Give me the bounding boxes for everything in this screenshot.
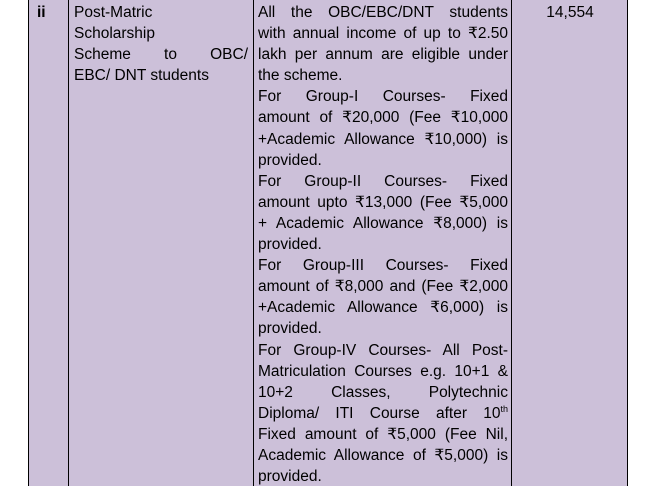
beneficiaries-cell <box>512 0 628 486</box>
serial-number-cell <box>29 0 69 486</box>
description-line: + Academic Allowance ₹8,000) is <box>258 214 508 232</box>
description-line: lakh per annum are eligible under <box>258 46 508 64</box>
description-line: with annual income of up to ₹2.50 <box>258 25 508 43</box>
scheme-name-cell <box>69 0 254 486</box>
serial-number: ii <box>37 4 46 21</box>
scheme-name-line: EBC/ DNT students <box>74 67 209 85</box>
description-line: provided. <box>258 151 322 169</box>
description-line: Academic Allowance of ₹5,000) is <box>258 446 508 464</box>
description-line: For Group-IV Courses- All Post- <box>258 341 508 359</box>
scheme-name-line: Scholarship <box>74 25 155 43</box>
description-line: provided. <box>258 320 322 338</box>
scheme-name-line: Post-Matric <box>74 4 153 21</box>
scheme-description <box>258 2 508 487</box>
scheme-description-cell <box>254 0 512 486</box>
description-line: +Academic Allowance ₹6,000) is <box>258 299 508 317</box>
description-line: 10+2 Classes, Polytechnic <box>258 383 508 401</box>
scheme-name <box>74 2 248 86</box>
description-line: Fixed amount of ₹5,000 (Fee Nil, <box>258 425 508 443</box>
description-line: provided. <box>258 236 322 254</box>
description-line: amount of ₹8,000 and (Fee ₹2,000 <box>258 278 508 296</box>
description-line-text: Diploma/ ITI Course after 10 <box>258 404 501 422</box>
description-line: All the OBC/EBC/DNT students <box>258 4 508 21</box>
description-line: the scheme. <box>258 67 343 85</box>
description-line: amount upto ₹13,000 (Fee ₹5,000 <box>258 193 508 211</box>
description-line: For Group-III Courses- Fixed <box>258 257 508 275</box>
description-line: For Group-II Courses- Fixed <box>258 172 508 190</box>
description-line: +Academic Allowance ₹10,000) is <box>258 130 508 148</box>
beneficiaries-count: 14,554 <box>546 4 594 21</box>
scheme-name-line: Scheme to OBC/ <box>74 46 248 64</box>
description-line-with-superscript <box>258 403 508 424</box>
description-line: Matriculation Courses e.g. 10+1 & <box>258 362 508 380</box>
description-line: amount of ₹20,000 (Fee ₹10,000 <box>258 109 508 127</box>
description-line: provided. <box>258 468 322 486</box>
scheme-table <box>28 0 628 486</box>
ordinal-superscript: th <box>500 403 508 414</box>
description-line: For Group-I Courses- Fixed <box>258 88 508 106</box>
